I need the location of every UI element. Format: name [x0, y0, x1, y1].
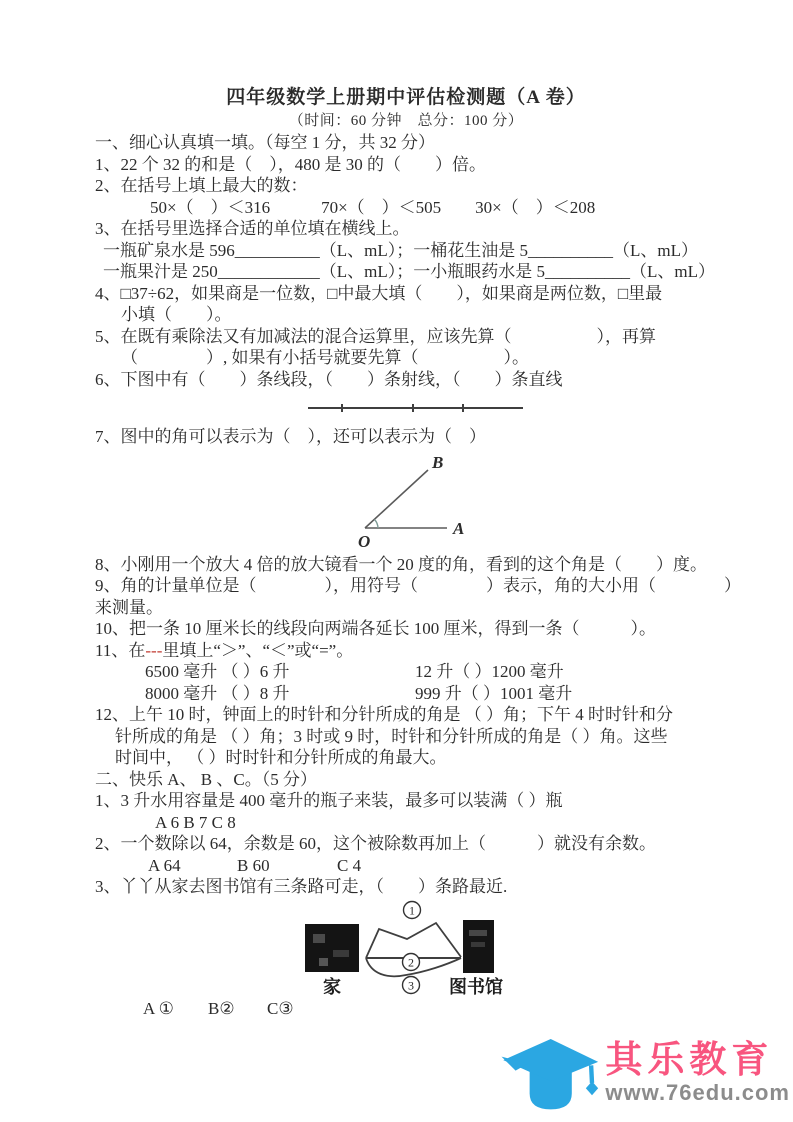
angle-figure [95, 448, 717, 554]
section2-question-1-options: A 6 B 7 C 8 [155, 812, 236, 832]
question-3-line1: 一瓶矿泉水是 596__________（L、mL）；一桶花生油是 5__________（L、mL） [103, 240, 698, 260]
library-label: 图书馆 [449, 976, 503, 997]
question-12-line1: 12、上午 10 时，钟面上的时针和分针所成的角是 （ ）角；下午 4 时时针和分 [95, 705, 673, 724]
question-4-line1: 4、□37÷62，如果商是一位数，□中最大填（ ），如果商是两位数，□里最 [95, 283, 663, 303]
question-2-blanks-row: 50×（ ）＜316 70×（ ）＜505 30×（ ）＜208 [150, 197, 596, 217]
question-12-line3: 时间中， （ ）时时针和分针所成的角最大。 [115, 748, 447, 767]
angle-label-a: A [453, 518, 465, 538]
angle-label-b: B [432, 452, 444, 472]
question-2: 2、在括号上填上最大的数： [95, 176, 308, 195]
section2-question-3-options [95, 998, 717, 1020]
compare-item: 12 升（ ）1200 毫升 [415, 662, 564, 681]
section2-question-3: 3、丫丫从家去图书馆有三条路可走，（ ）条路最近. [95, 877, 508, 896]
compare-item: 999 升（ ）1001 毫升 [415, 683, 573, 703]
brand-name: 其乐教育 [605, 1038, 774, 1080]
option-a: A ① [143, 998, 174, 1018]
home-label: 家 [323, 976, 341, 997]
exam-body [95, 86, 741, 1019]
compare-item: 8000 毫升 （ ）8 升 [145, 683, 290, 703]
question-11-row2 [95, 683, 717, 705]
question-5-line2: （ ）, 如果有小括号就要先算（ ）。 [121, 348, 529, 367]
question-7: 7、图中的角可以表示为（ ），还可以表示为（ ） [95, 427, 486, 446]
logo-text-block [605, 1040, 790, 1105]
page-title: 四年级数学上册期中评估检测题（A 卷） [226, 87, 586, 108]
question-3: 3、在括号里选择合适的单位填在横线上。 [95, 219, 410, 238]
option-b: B② [208, 998, 235, 1018]
option-a: A 64 [148, 855, 181, 875]
option-c: C 4 [337, 855, 362, 875]
section2-question-1: 1、3 升水用容量是 400 毫升的瓶子来装，最多可以装满（ ）瓶 [95, 791, 563, 810]
question-11-prefix: 11、在 [95, 640, 146, 660]
section2-heading: 二、快乐 A、 B 、C。（5 分） [95, 769, 317, 789]
graduation-cap-icon [498, 1026, 603, 1118]
three-paths-figure [95, 898, 717, 998]
path-2-number: 2 [408, 955, 414, 969]
question-6: 6、下图中有（ ）条线段，（ ）条射线，（ ）条直线 [95, 369, 563, 389]
question-11-row1 [95, 661, 717, 683]
path-1-zigzag [366, 923, 461, 958]
section2-question-2: 2、一个数除以 64，余数是 60，这个被除数再加上（ ）就没有余数。 [95, 834, 656, 853]
qile-education-logo [498, 1026, 790, 1118]
question-8: 8、小刚用一个放大 4 倍的放大镜看一个 20 度的角，看到的这个角是（ ）度。 [95, 554, 707, 574]
path-3-number: 3 [408, 978, 414, 992]
path-1-number: 1 [409, 903, 415, 917]
home-photo [305, 924, 359, 972]
question-12-line2: 针所成的角是 （ ）角；3 时或 9 时，时针和分针所成的角是（ ）角。这些 [115, 726, 668, 746]
option-b: B 60 [237, 855, 270, 875]
compare-item: 6500 毫升 （ ）6 升 [145, 662, 290, 681]
time-score-subtitle: （时间：60 分钟 总分：100 分） [288, 113, 524, 129]
question-5-line1: 5、在既有乘除法又有加减法的混合运算里，应该先算（ ），再算 [95, 326, 656, 346]
question-3-line2: 一瓶果汁是 250____________（L、mL）；一小瓶眼药水是 5__________（L、mL） [103, 262, 715, 281]
option-c: C③ [267, 998, 294, 1018]
section1-heading: 一、细心认真填一填。（每空 1 分，共 32 分） [95, 133, 435, 152]
question-11-red-dashes: --- [145, 640, 163, 660]
question-10: 10、把一条 10 厘米长的线段向两端各延长 100 厘米，得到一条（ ）。 [95, 619, 656, 638]
angle-label-o: O [358, 531, 371, 551]
question-9-line2: 来测量。 [95, 597, 163, 617]
question-11 [95, 640, 717, 662]
question-9-line1: 9、角的计量单位是（ ），用符号（ ）表示，角的大小用（ ） [95, 576, 741, 595]
question-1: 1、22 个 32 的和是（ ），480 是 30 的（ ）倍。 [95, 154, 486, 174]
section2-question-2-options [95, 855, 717, 877]
line-segment-figure [95, 390, 717, 426]
question-11-suffix: 里填上“＞”、“＜”或“=”。 [162, 640, 354, 660]
question-4-line2: 小填（ ）。 [121, 305, 232, 324]
website-url: www.76edu.com [605, 1079, 790, 1105]
